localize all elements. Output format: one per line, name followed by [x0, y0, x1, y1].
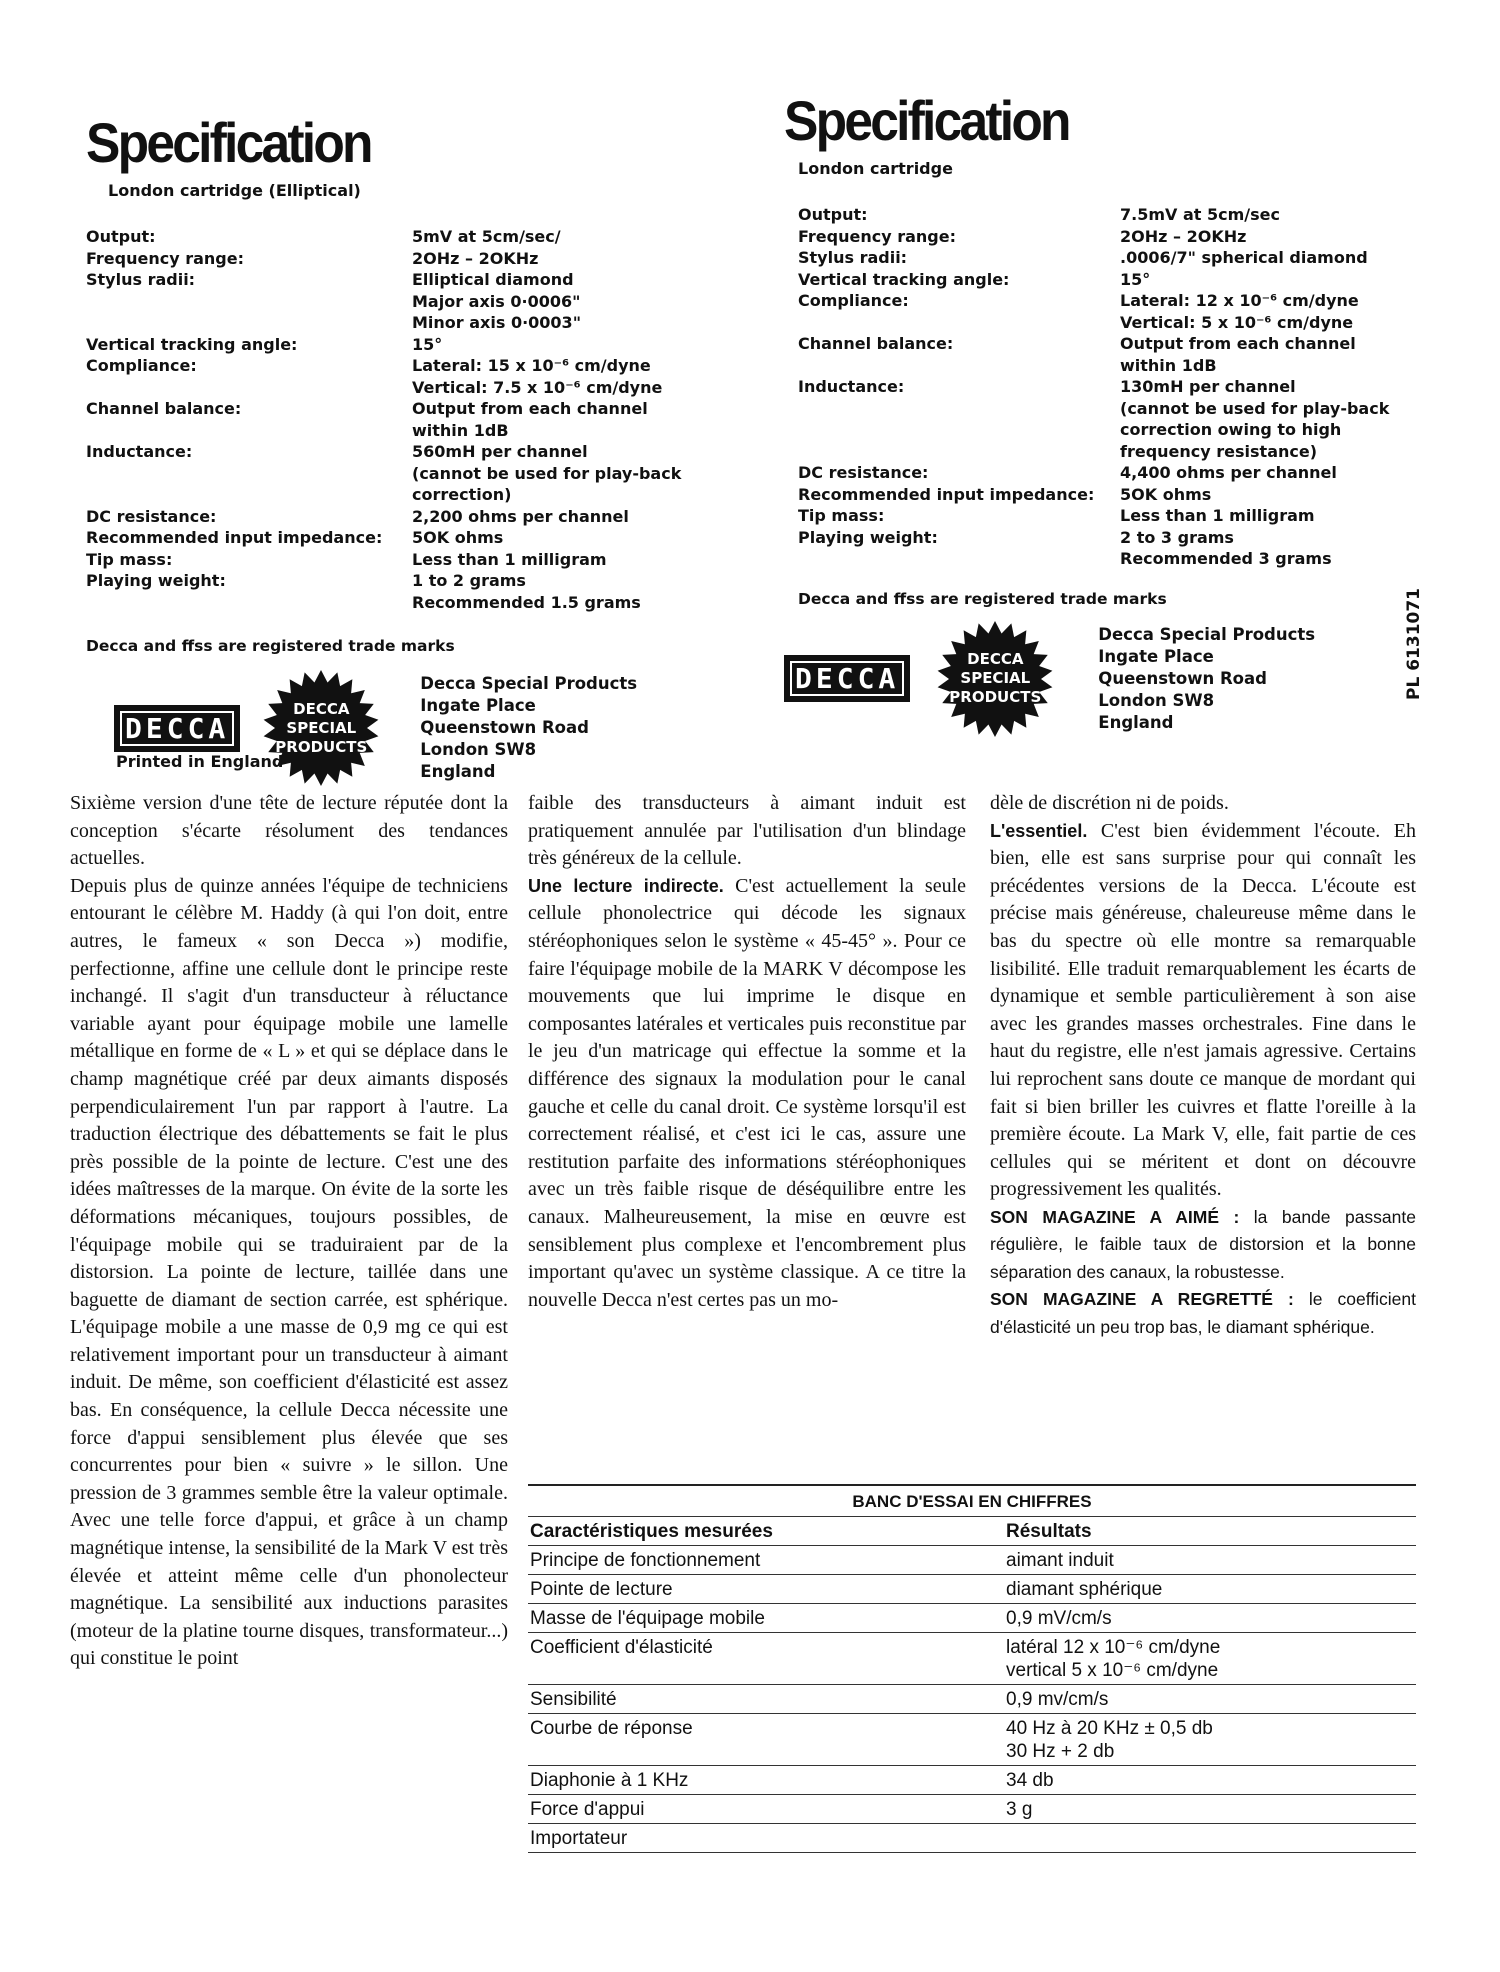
- spec-value-line: Less than 1 milligram: [412, 549, 607, 569]
- spec-value-line: Major axis 0·0006": [412, 291, 581, 311]
- spec-value-line: 5mV at 5cm/sec/: [412, 227, 561, 246]
- spec-heading: Specification: [784, 89, 1069, 152]
- bench-measure: Masse de l'équipage mobile: [530, 1608, 765, 1629]
- bench-result-line: vertical 5 x 10⁻⁶ cm/dyne: [1006, 1660, 1219, 1681]
- bench-result: [1006, 1607, 1416, 1630]
- spec-label: Vertical tracking angle:: [798, 269, 1010, 289]
- bench-result-line: 30 Hz + 2 db: [1006, 1741, 1115, 1762]
- spec-value-line: Lateral: 12 x 10⁻⁶ cm/dyne: [1120, 291, 1359, 310]
- spec-label: Compliance:: [798, 291, 909, 310]
- spec-label: Inductance:: [86, 442, 193, 461]
- verdict-liked-label: SON MAGAZINE A AIMÉ :: [990, 1206, 1240, 1227]
- spec-row: [798, 247, 1404, 269]
- bench-title: BANC D'ESSAI EN CHIFFRES: [528, 1486, 1416, 1517]
- article-column-2: [528, 790, 966, 1314]
- verdict-regretted-text: le coefficient d'élasticité un peu trop bas, le diamant sphérique.: [990, 1289, 1416, 1337]
- spec-value-line: (cannot be used for play-back: [1120, 398, 1390, 418]
- spec-value: [412, 355, 706, 398]
- spec-row: [798, 527, 1404, 570]
- decca-logo: DECCA: [114, 705, 240, 752]
- badge-line: PRODUCTS: [275, 737, 368, 756]
- bench-result: [1006, 1688, 1416, 1711]
- spec-value: [1120, 333, 1404, 376]
- spec-value-line: Vertical: 5 x 10⁻⁶ cm/dyne: [1120, 312, 1354, 332]
- spec-row: [86, 248, 706, 270]
- spec-row: [86, 570, 706, 613]
- spec-value: [412, 506, 706, 528]
- address-line: Decca Special Products: [420, 674, 638, 693]
- bench-row: [528, 1714, 1416, 1766]
- spec-row: [86, 398, 706, 441]
- article-column-1: [70, 790, 508, 1673]
- spec-label: Channel balance:: [86, 399, 242, 418]
- bench-result: [1006, 1578, 1416, 1601]
- bench-row: [528, 1633, 1416, 1685]
- spec-value: [1120, 462, 1404, 484]
- spec-row: [86, 506, 706, 528]
- bench-row: [528, 1685, 1416, 1714]
- spec-value-line: Lateral: 15 x 10⁻⁶ cm/dyne: [412, 356, 651, 375]
- bench-measure: Courbe de réponse: [530, 1718, 693, 1739]
- spec-label: Inductance:: [798, 377, 905, 396]
- bench-header-row: [528, 1517, 1416, 1546]
- spec-value-line: Output from each channel: [1120, 334, 1356, 353]
- badge-line: SPECIAL: [960, 669, 1031, 687]
- spec-value-line: Minor axis 0·0003": [412, 313, 582, 332]
- paragraph-lead: Une lecture indirecte.: [528, 875, 724, 896]
- spec-row: [798, 204, 1404, 226]
- bench-row: [528, 1546, 1416, 1575]
- spec-value: [412, 570, 706, 613]
- bench-row: [528, 1604, 1416, 1633]
- verdict-regretted: [990, 1286, 1416, 1341]
- spec-value-line: 15°: [1120, 269, 1151, 289]
- spec-label: Playing weight:: [86, 571, 226, 590]
- bench-measure: Force d'appui: [530, 1799, 645, 1820]
- spec-subtitle: London cartridge: [798, 159, 953, 178]
- spec-value: [1120, 269, 1404, 291]
- bench-result: [1006, 1717, 1416, 1763]
- spec-row: [798, 462, 1404, 484]
- spec-label: Stylus radii:: [798, 248, 908, 267]
- printed-note: Printed in England: [116, 752, 284, 771]
- bench-measure: Diaphonie à 1 KHz: [530, 1770, 689, 1791]
- address-block: [420, 673, 637, 783]
- bench-header-measured: Caractéristiques mesurées: [530, 1521, 773, 1542]
- spec-value-line: Less than 1 milligram: [1120, 506, 1315, 525]
- spec-value-line: frequency resistance): [1120, 441, 1318, 461]
- spec-label: DC resistance:: [798, 463, 929, 482]
- spec-row: [798, 226, 1404, 248]
- verdict-liked-text: la bande passante régulière, le faible taux de distorsion et la bonne séparation des canaux, la robustesse.: [990, 1206, 1416, 1282]
- spec-label: Output:: [86, 227, 156, 246]
- spec-value-line: Elliptical diamond: [412, 270, 574, 289]
- article-paragraph: [528, 873, 966, 1315]
- verdict-regretted-label: SON MAGAZINE A REGRETTÉ :: [990, 1289, 1294, 1310]
- special-products-badge: [936, 620, 1054, 738]
- spec-value-line: 2 to 3 grams: [1120, 527, 1234, 547]
- spec-value: [412, 527, 706, 549]
- spec-value-line: 130mH per channel: [1120, 377, 1296, 396]
- spec-value: [412, 226, 706, 248]
- bench-result-line: latéral 12 x 10⁻⁶ cm/dyne: [1006, 1637, 1221, 1658]
- spec-label: Stylus radii:: [86, 270, 196, 289]
- article-paragraph: [528, 790, 966, 873]
- spec-label: Vertical tracking angle:: [86, 334, 298, 354]
- spec-value-line: Vertical: 7.5 x 10⁻⁶ cm/dyne: [412, 377, 663, 397]
- spec-label: Recommended input impedance:: [86, 528, 383, 547]
- spec-row: [86, 269, 706, 334]
- spec-value-line: 1 to 2 grams: [412, 571, 526, 590]
- spec-rows: [86, 226, 706, 613]
- spec-value: [412, 398, 706, 441]
- badge-line: DECCA: [967, 650, 1024, 668]
- spec-label: Tip mass:: [86, 549, 173, 569]
- spec-value: [1120, 484, 1404, 506]
- spec-right: [784, 88, 1404, 738]
- bench-result-line: 3 g: [1006, 1799, 1033, 1820]
- decca-logo: DECCA: [784, 655, 910, 702]
- badge-line: DECCA: [293, 699, 350, 718]
- spec-value: [1120, 505, 1404, 527]
- spec-value-line: 15°: [412, 334, 443, 354]
- bench-result: [1006, 1827, 1416, 1850]
- address-line: England: [420, 762, 496, 781]
- bench-measure: Importateur: [530, 1828, 628, 1849]
- spec-value-line: 2OHz – 2OKHz: [412, 248, 539, 268]
- address-line: Queenstown Road: [1098, 668, 1267, 688]
- spec-row: [798, 505, 1404, 527]
- spec-value-line: 7.5mV at 5cm/sec: [1120, 205, 1280, 224]
- article-paragraph: [990, 818, 1416, 1204]
- bench-result-line: 40 Hz à 20 KHz ± 0,5 db: [1006, 1718, 1213, 1739]
- spec-value: [412, 549, 706, 571]
- article-paragraph: [70, 790, 508, 873]
- bench-table: [528, 1484, 1416, 1853]
- bench-measure: Pointe de lecture: [530, 1579, 673, 1600]
- spec-value-line: Output from each channel: [412, 399, 648, 418]
- spec-label: Channel balance:: [798, 334, 954, 353]
- spec-value-line: correction owing to high: [1120, 420, 1342, 439]
- spec-row: [86, 226, 706, 248]
- spec-value: [412, 334, 706, 356]
- spec-value-line: 5OK ohms: [412, 528, 504, 547]
- address-line: Decca Special Products: [1098, 624, 1316, 644]
- spec-value: [412, 269, 706, 334]
- bench-result: [1006, 1769, 1416, 1792]
- spec-row: [798, 376, 1404, 462]
- bench-result-line: 0,9 mv/cm/s: [1006, 1689, 1109, 1710]
- bench-result-line: 34 db: [1006, 1770, 1054, 1791]
- spec-label: Compliance:: [86, 356, 197, 375]
- bench-result-line: aimant induit: [1006, 1550, 1114, 1571]
- spec-value-line: Recommended 3 grams: [1120, 549, 1332, 568]
- spec-row: [86, 334, 706, 356]
- spec-value: [1120, 204, 1404, 226]
- spec-value: [1120, 527, 1404, 570]
- spec-value: [1120, 247, 1404, 269]
- paragraph-lead: L'essentiel.: [990, 820, 1088, 841]
- spec-row: [86, 441, 706, 506]
- spec-value: [412, 248, 706, 270]
- spec-heading: Specification: [86, 111, 371, 174]
- address-block: [1098, 624, 1315, 734]
- bench-result: [1006, 1798, 1416, 1821]
- spec-subtitle: London cartridge (Elliptical): [108, 181, 361, 200]
- paragraph-text: faible des transducteurs à aimant induit est pratiquement annulée par l'utilisation d'un blindage très généreux de la cellule.: [528, 792, 966, 870]
- badge-line: SPECIAL: [286, 718, 357, 737]
- bench-result: [1006, 1549, 1416, 1572]
- trademark-note: Decca and ffss are registered trade marks: [86, 637, 455, 655]
- bench-row: [528, 1766, 1416, 1795]
- bench-measure: Sensibilité: [530, 1689, 617, 1710]
- paragraph-text: Depuis plus de quinze années l'équipe de techniciens entourant le célèbre M. Haddy (à qui l'on doit, entre autres, le fameux « son Decca ») modifie, perfectionne, affine une cellule dont le principe reste inchangé. Il s'agit d'un transducteur à réluctance variable ayant pour équipage mobile une lamelle métallique en forme de « L » et qui se déplace dans le champ magnétique créé par deux aimants disposés perpendiculairement l'un par rapport à l'autre. La traduction électrique des débattements se fait le plus près possible de la pointe de lecture. C'est une des idées maîtresses de la marque. On évite de la sorte les déformations mécaniques, toujours possibles, de l'équipage mobile qui se traduiraient par de la distorsion. La pointe de lecture, taillée dans une baguette de diamant de section carrée, est sphérique. L'équipage mobile a une masse de 0,9 mg ce qui est relativement important pour un transducteur à aimant induit. De même, son coefficient d'élasticité est assez bas. En conséquence, la cellule Decca nécessite une force d'appui sensiblement plus élevée que ses concurrentes pour bien « suivre » le sillon. Une pression de 3 grammes semble être la valeur optimale. Avec une telle force d'appui, et grâce à un champ magnétique intense, la sensibilité de la Mark V est très élevée et atteint même celle d'un phonolecteur magnétique. La sensibilité aux inductions parasites (moteur de la platine tourne disques, transformateur...) qui constitue le point: [70, 874, 508, 1670]
- paragraph-text: dèle de discrétion ni de poids.: [990, 792, 1229, 814]
- spec-left: [86, 110, 706, 787]
- spec-label: Frequency range:: [798, 226, 956, 246]
- spec-value-line: correction): [412, 485, 512, 504]
- bench-header-results: Résultats: [1006, 1521, 1092, 1542]
- address-line: Ingate Place: [420, 696, 536, 715]
- bench-measure: Coefficient d'élasticité: [530, 1637, 713, 1658]
- address-line: Queenstown Road: [420, 718, 589, 737]
- spec-label: Tip mass:: [798, 506, 885, 525]
- spec-label: Recommended input impedance:: [798, 484, 1095, 504]
- spec-label: Frequency range:: [86, 248, 244, 268]
- spec-value-line: 4,400 ohms per channel: [1120, 463, 1337, 482]
- verdict-liked: [990, 1204, 1416, 1287]
- bench-row: [528, 1795, 1416, 1824]
- bench-result-line: 0,9 mV/cm/s: [1006, 1608, 1112, 1629]
- spec-value: [412, 441, 706, 506]
- paragraph-text: C'est bien évidemment l'écoute. Eh bien, elle est sans surprise pour qui connaît les précédentes versions de la Decca. L'écoute est précise mais généreuse, chaleureuse même dans le bas du spectre où elle montre sa remarquable lisibilité. Elle traduit remarquablement les écarts de dynamique et semble particulièrement à son aise avec les grandes masses orchestrales. Fine dans le haut du registre, elle n'est jamais agressive. Certains lui reprochent sans doute ce manque de mordant qui fait si bien briller les cuivres et flatte l'oreille à la première écoute. La Mark V, elle, fait partie de ces cellules qui se méritent et dont on découvre progressivement les qualités.: [990, 819, 1416, 1201]
- badge-text: [936, 620, 1054, 738]
- trademark-note: Decca and ffss are registered trade marks: [798, 589, 1167, 608]
- spec-label: Output:: [798, 205, 868, 224]
- spec-row: [86, 527, 706, 549]
- column-3-paragraphs: [990, 790, 1416, 1204]
- spec-value-line: .0006/7" spherical diamond: [1120, 248, 1368, 267]
- spec-value-line: 5OK ohms: [1120, 484, 1212, 504]
- badge-line: PRODUCTS: [949, 688, 1042, 706]
- article-paragraph: [70, 873, 508, 1673]
- spec-value-line: 560mH per channel: [412, 442, 588, 461]
- spec-value-line: within 1dB: [1120, 355, 1217, 375]
- spec-rows: [798, 204, 1404, 570]
- spec-row: [798, 269, 1404, 291]
- spec-row: [798, 290, 1404, 333]
- address-line: England: [1098, 712, 1174, 732]
- spec-value: [1120, 226, 1404, 248]
- spec-row: [86, 549, 706, 571]
- bench-result: [1006, 1636, 1416, 1682]
- address-line: Ingate Place: [1098, 646, 1214, 666]
- spec-value-line: Recommended 1.5 grams: [412, 592, 641, 612]
- article-column-3: [990, 790, 1416, 1341]
- spec-row: [798, 484, 1404, 506]
- paragraph-text: Sixième version d'une tête de lecture réputée dont la conception s'écarte résolument des tendances actuelles.: [70, 792, 508, 870]
- catalog-code: PL 6131071: [1404, 587, 1424, 700]
- spec-row: [798, 333, 1404, 376]
- spec-value: [1120, 376, 1404, 462]
- spec-value-line: 2,200 ohms per channel: [412, 506, 629, 526]
- spec-value-line: 2OHz – 2OKHz: [1120, 226, 1247, 246]
- bench-row: [528, 1824, 1416, 1853]
- spec-row: [86, 355, 706, 398]
- spec-label: Playing weight:: [798, 527, 938, 547]
- logo-row: [784, 620, 1404, 738]
- spec-value-line: within 1dB: [412, 420, 509, 440]
- bench-row: [528, 1575, 1416, 1604]
- address-line: London SW8: [420, 740, 537, 759]
- paragraph-text: C'est actuellement la seule cellule phonolectrice qui décode les signaux stéréophoniques selon le système « 45-45° ». Pour ce faire l'équipage mobile de la MARK V décompose les mouvements que lui imprime le disque en composantes latérales et verticales puis reconstitue par le jeu d'un matricage qui effectue la somme et la différence des signaux la modulation pour le canal gauche et celle du canal droit. Ce système lorsqu'il est correctement réalisé, et c'est ici le cas, assure une restitution parfaite des informations stéréophoniques avec un très faible risque de déséquilibre entre les canaux. Malheureusement, la mise en œuvre est sensiblement plus complexe et l'encombrement plus important qu'avec un système classique. A ce titre la nouvelle Decca n'est certes pas un mo-: [528, 874, 967, 1311]
- spec-value: [1120, 290, 1404, 333]
- spec-value-line: (cannot be used for play-back: [412, 463, 682, 483]
- article-paragraph: [990, 790, 1416, 818]
- spec-label: DC resistance:: [86, 506, 217, 526]
- bench-result-line: diamant sphérique: [1006, 1579, 1163, 1600]
- bench-measure: Principe de fonctionnement: [530, 1550, 761, 1571]
- address-line: London SW8: [1098, 690, 1215, 710]
- bench-rows: [528, 1546, 1416, 1853]
